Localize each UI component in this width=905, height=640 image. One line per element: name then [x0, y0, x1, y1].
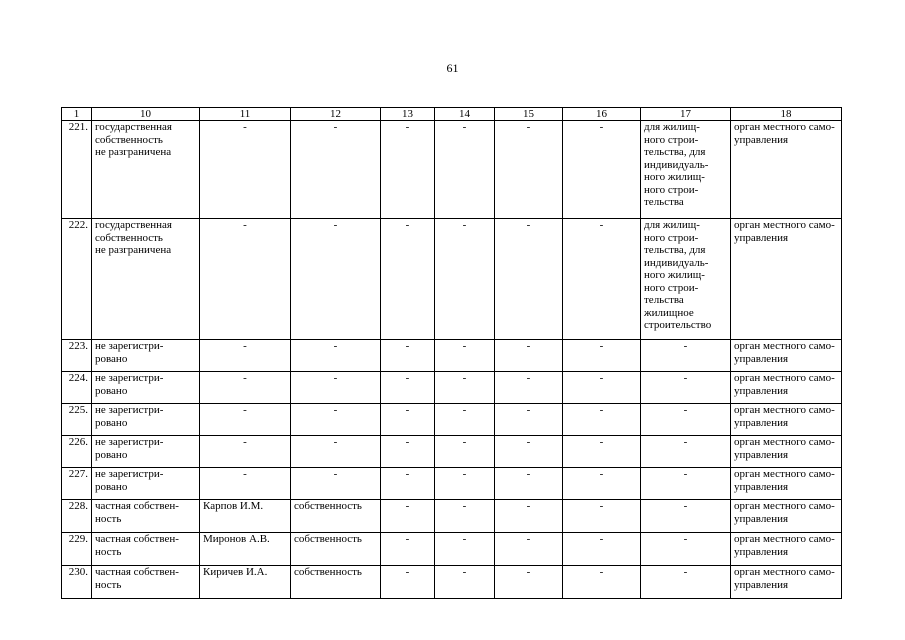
col-13-cell: - — [381, 566, 435, 599]
row-number: 222. — [62, 219, 92, 340]
table-row — [62, 340, 842, 372]
authority-cell: орган местного само- управления — [731, 500, 842, 533]
row-number: 230. — [62, 566, 92, 599]
col-15-cell: - — [495, 372, 563, 404]
col-14-cell: - — [435, 468, 495, 500]
col-13-cell: - — [381, 404, 435, 436]
col-13-cell: - — [381, 121, 435, 219]
authority-cell: орган местного само- управления — [731, 533, 842, 566]
col-15-cell: - — [495, 340, 563, 372]
row-number: 224. — [62, 372, 92, 404]
table-row — [62, 219, 842, 340]
owner-cell: - — [200, 340, 291, 372]
column-header: 18 — [731, 108, 842, 121]
right-type-cell: - — [291, 372, 381, 404]
col-13-cell: - — [381, 436, 435, 468]
right-type-cell: - — [291, 219, 381, 340]
col-16-cell: - — [563, 340, 641, 372]
land-use-cell: для жилищ- ного строи- тельства, для индивидуаль- ного жилищ- ного строи- тельства жилищное строительство — [641, 219, 731, 340]
col-16-cell: - — [563, 566, 641, 599]
table-row — [62, 121, 842, 219]
authority-cell: орган местного само- управления — [731, 436, 842, 468]
ownership-form-cell: не зарегистри- ровано — [92, 404, 200, 436]
ownership-form-cell: не зарегистри- ровано — [92, 468, 200, 500]
right-type-cell: собственность — [291, 566, 381, 599]
col-16-cell: - — [563, 500, 641, 533]
col-16-cell: - — [563, 533, 641, 566]
owner-cell: - — [200, 219, 291, 340]
row-number: 221. — [62, 121, 92, 219]
authority-cell: орган местного само- управления — [731, 372, 842, 404]
ownership-form-cell: не зарегистри- ровано — [92, 436, 200, 468]
column-header: 15 — [495, 108, 563, 121]
owner-cell: Миронов А.В. — [200, 533, 291, 566]
right-type-cell: - — [291, 468, 381, 500]
ownership-form-cell: государственная собственность не разграничена — [92, 121, 200, 219]
col-16-cell: - — [563, 404, 641, 436]
column-header: 14 — [435, 108, 495, 121]
col-14-cell: - — [435, 500, 495, 533]
col-13-cell: - — [381, 219, 435, 340]
right-type-cell: собственность — [291, 533, 381, 566]
table-row — [62, 436, 842, 468]
land-use-cell: - — [641, 372, 731, 404]
table-row — [62, 468, 842, 500]
col-14-cell: - — [435, 219, 495, 340]
ownership-form-cell: не зарегистри- ровано — [92, 372, 200, 404]
col-14-cell: - — [435, 121, 495, 219]
right-type-cell: - — [291, 340, 381, 372]
col-16-cell: - — [563, 468, 641, 500]
col-16-cell: - — [563, 121, 641, 219]
authority-cell: орган местного само- управления — [731, 404, 842, 436]
row-number: 226. — [62, 436, 92, 468]
col-16-cell: - — [563, 436, 641, 468]
col-15-cell: - — [495, 500, 563, 533]
col-13-cell: - — [381, 500, 435, 533]
authority-cell: орган местного само- управления — [731, 340, 842, 372]
col-14-cell: - — [435, 372, 495, 404]
owner-cell: - — [200, 436, 291, 468]
owner-cell: - — [200, 468, 291, 500]
owner-cell: Киричев И.А. — [200, 566, 291, 599]
col-14-cell: - — [435, 436, 495, 468]
col-14-cell: - — [435, 566, 495, 599]
right-type-cell: - — [291, 404, 381, 436]
row-number: 227. — [62, 468, 92, 500]
authority-cell: орган местного само- управления — [731, 219, 842, 340]
col-15-cell: - — [495, 219, 563, 340]
column-header: 16 — [563, 108, 641, 121]
column-header: 17 — [641, 108, 731, 121]
registry-table — [61, 107, 842, 599]
owner-cell: Карпов И.М. — [200, 500, 291, 533]
header-row — [62, 108, 842, 121]
authority-cell: орган местного само- управления — [731, 468, 842, 500]
land-use-cell: - — [641, 566, 731, 599]
col-15-cell: - — [495, 121, 563, 219]
land-use-cell: - — [641, 468, 731, 500]
ownership-form-cell: государственная собственность не разграничена — [92, 219, 200, 340]
col-16-cell: - — [563, 372, 641, 404]
col-15-cell: - — [495, 404, 563, 436]
ownership-form-cell: частная собствен- ность — [92, 533, 200, 566]
col-16-cell: - — [563, 219, 641, 340]
land-use-cell: - — [641, 404, 731, 436]
col-14-cell: - — [435, 404, 495, 436]
col-15-cell: - — [495, 468, 563, 500]
col-15-cell: - — [495, 533, 563, 566]
column-header: 12 — [291, 108, 381, 121]
column-header: 11 — [200, 108, 291, 121]
right-type-cell: собственность — [291, 500, 381, 533]
page-number: 61 — [446, 61, 459, 75]
col-13-cell: - — [381, 533, 435, 566]
column-header: 1 — [62, 108, 92, 121]
col-13-cell: - — [381, 340, 435, 372]
owner-cell: - — [200, 121, 291, 219]
land-use-cell: - — [641, 340, 731, 372]
table-row — [62, 566, 842, 599]
row-number: 229. — [62, 533, 92, 566]
owner-cell: - — [200, 372, 291, 404]
row-number: 225. — [62, 404, 92, 436]
land-use-cell: - — [641, 436, 731, 468]
row-number: 228. — [62, 500, 92, 533]
right-type-cell: - — [291, 436, 381, 468]
authority-cell: орган местного само- управления — [731, 566, 842, 599]
land-use-cell: - — [641, 500, 731, 533]
col-13-cell: - — [381, 468, 435, 500]
col-15-cell: - — [495, 436, 563, 468]
ownership-form-cell: частная собствен- ность — [92, 500, 200, 533]
land-use-cell: - — [641, 533, 731, 566]
ownership-form-cell: не зарегистри- ровано — [92, 340, 200, 372]
table-row — [62, 372, 842, 404]
table-row — [62, 404, 842, 436]
column-header: 10 — [92, 108, 200, 121]
right-type-cell: - — [291, 121, 381, 219]
table-row — [62, 533, 842, 566]
col-15-cell: - — [495, 566, 563, 599]
table-row — [62, 500, 842, 533]
col-14-cell: - — [435, 340, 495, 372]
col-13-cell: - — [381, 372, 435, 404]
col-14-cell: - — [435, 533, 495, 566]
ownership-form-cell: частная собствен- ность — [92, 566, 200, 599]
column-header: 13 — [381, 108, 435, 121]
row-number: 223. — [62, 340, 92, 372]
authority-cell: орган местного само- управления — [731, 121, 842, 219]
land-use-cell: для жилищ- ного строи- тельства, для индивидуаль- ного жилищ- ного строи- тельства — [641, 121, 731, 219]
owner-cell: - — [200, 404, 291, 436]
